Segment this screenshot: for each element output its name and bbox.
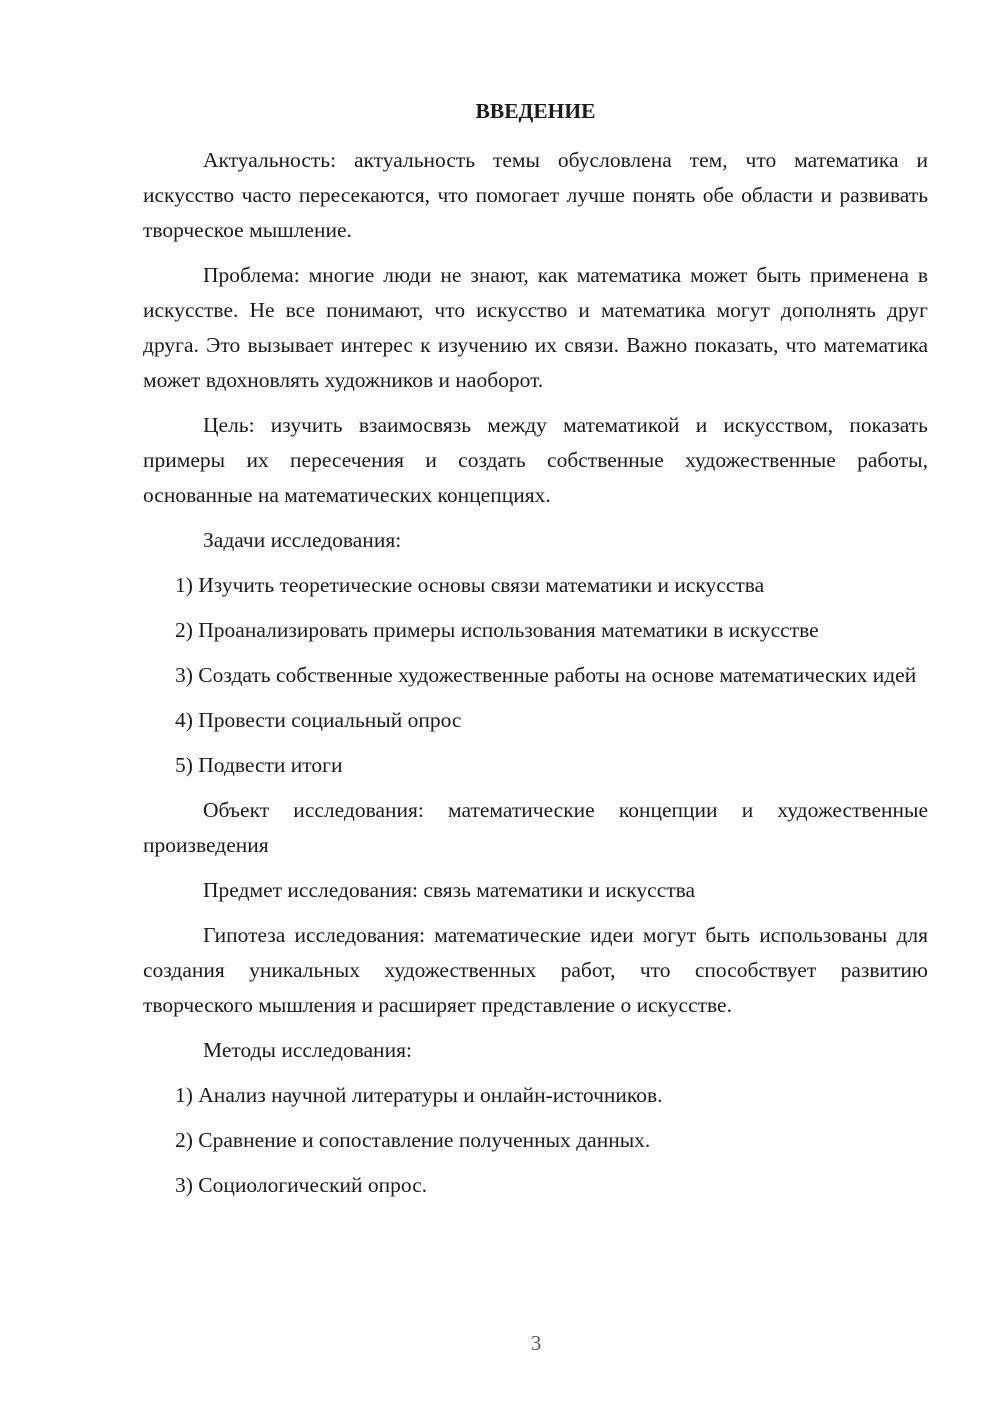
task-item: 1) Изучить теоретические основы связи математики и искусства xyxy=(175,573,765,597)
method-item: 2) Сравнение и сопоставление полученных данных. xyxy=(175,1128,651,1152)
task-item: 2) Проанализировать примеры использования математики в искусстве xyxy=(175,618,819,642)
methods-heading: Методы исследования: xyxy=(203,1038,412,1062)
subject-paragraph: Предмет исследования: связь математики и искусства xyxy=(203,878,696,902)
relevance-paragraph: Актуальность: актуальность темы обусловлена тем, что математика и искусство часто пересекаются, что помогает лучше понять обе области и развивать творческое мышление. xyxy=(143,148,928,242)
method-item: 3) Социологический опрос. xyxy=(175,1173,428,1197)
page-title: ВВЕДЕНИЕ xyxy=(475,99,596,123)
page-number: 3 xyxy=(530,1331,542,1355)
task-item: 4) Провести социальный опрос xyxy=(175,708,462,732)
task-item: 5) Подвести итоги xyxy=(175,753,343,777)
tasks-heading: Задачи исследования: xyxy=(203,528,402,552)
hypothesis-paragraph: Гипотеза исследования: математические идеи могут быть использованы для создания уникальных художественных работ, что способствует развитию творческого мышления и расширяет представление о искусстве. xyxy=(143,923,928,1017)
document-page xyxy=(143,94,928,1213)
goal-paragraph: Цель: изучить взаимосвязь между математикой и искусством, показать примеры их пересечения и создать собственные художественные работы, основанные на математических концепциях. xyxy=(143,413,928,507)
problem-paragraph: Проблема: многие люди не знают, как математика может быть применена в искусстве. Не все понимают, что искусство и математика могут дополнять друг друга. Это вызывает интерес к изучению их связи. Важно показать, что математика может вдохновлять художников и наоборот. xyxy=(143,263,928,392)
object-paragraph: Объект исследования: математические концепции и художественные произведения xyxy=(143,798,928,857)
task-item: 3) Создать собственные художественные работы на основе математических идей xyxy=(175,663,917,687)
method-item: 1) Анализ научной литературы и онлайн-источников. xyxy=(175,1083,663,1107)
